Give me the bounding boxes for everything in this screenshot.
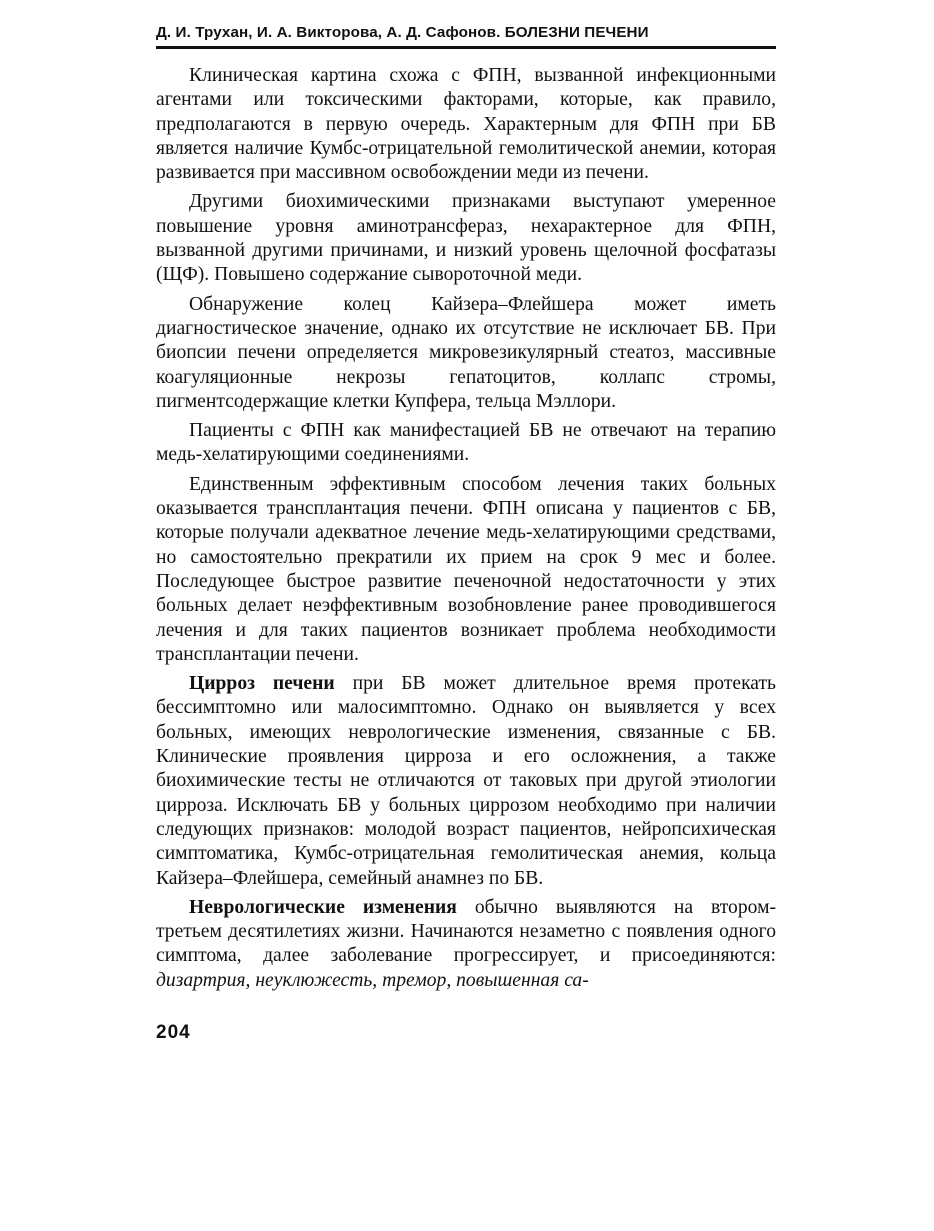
body-text xyxy=(156,64,776,998)
header-rule xyxy=(156,46,776,49)
paragraph-7-text: обычно выявляются на втором-третьем десятилетиях жизни. Начинаются незаметно с появления одного симптома, далее заболевание прогрессирует, и присоединяются: xyxy=(156,896,776,967)
paragraph-7-italic: дизартрия, неуклюжесть, тремор, повышенная са- xyxy=(156,969,589,991)
paragraph-7-term: Неврологические изменения xyxy=(189,896,457,918)
paragraph-5: Единственным эффективным способом лечения таких больных оказывается трансплантация печени. ФПН описана у пациентов с БВ, которые получали адекватное лечение медь-хелатирующими средствами, но самостоятельно прекратили их прием на срок 9 мес и более. Последующее быстрое развитие печеночной недостаточности у этих больных делает неэффективным возобновление ранее проводившегося лечения и для таких пациентов возникает проблема необходимости трансплантации печени. xyxy=(156,473,776,665)
paragraph-6-term: Цирроз печени xyxy=(189,673,335,695)
page-number: 204 xyxy=(156,1022,191,1043)
running-head: Д. И. Трухан, И. А. Викторова, А. Д. Сафонов. БОЛЕЗНИ ПЕЧЕНИ xyxy=(156,24,649,41)
paragraph-7 xyxy=(156,896,776,993)
paragraph-3: Обнаружение колец Кайзера–Флейшера может иметь диагностическое значение, однако их отсутствие не исключает БВ. При биопсии печени определяется микровезикулярный стеатоз, массивные коагуляционные некрозы гепатоцитов, коллапс стромы, пигментсодержащие клетки Купфера, тельца Мэллори. xyxy=(156,293,776,412)
paragraph-4: Пациенты с ФПН как манифестацией БВ не отвечают на терапию медь-хелатирующими соединениями. xyxy=(156,420,776,466)
paragraph-2: Другими биохимическими признаками выступают умеренное повышение уровня аминотрансфераз, нехарактерное для ФПН, вызванной другими причинами, и низкий уровень щелочной фосфатазы (ЩФ). Повышено содержание сывороточной меди. xyxy=(156,191,776,286)
paragraph-6 xyxy=(156,672,776,891)
paragraph-6-text: при БВ может длительное время протекать бессимптомно или малосимптомно. Однако он выявляется у всех больных, имеющих неврологические изменения, связанные с БВ. Клинические проявления цирроза и его осложнения, а также биохимические тесты не отличаются от таковых при другой этиологии цирроза. Исключать БВ у больных циррозом необходимо при наличии следующих признаков: молодой возраст пациентов, нейропсихическая симптоматика, Кумбс-отрицательная гемолитическая анемия, кольца Кайзера–Флейшера, семейный анамнез по БВ. xyxy=(156,673,776,889)
paragraph-1: Клиническая картина схожа с ФПН, вызванной инфекционными агентами или токсическими факторами, которые, как правило, предполагаются в первую очередь. Характерным для ФПН при БВ является наличие Кумбс-отрицательной гемолитической анемии, которая развивается при массивном освобождении меди из печени. xyxy=(156,65,776,184)
